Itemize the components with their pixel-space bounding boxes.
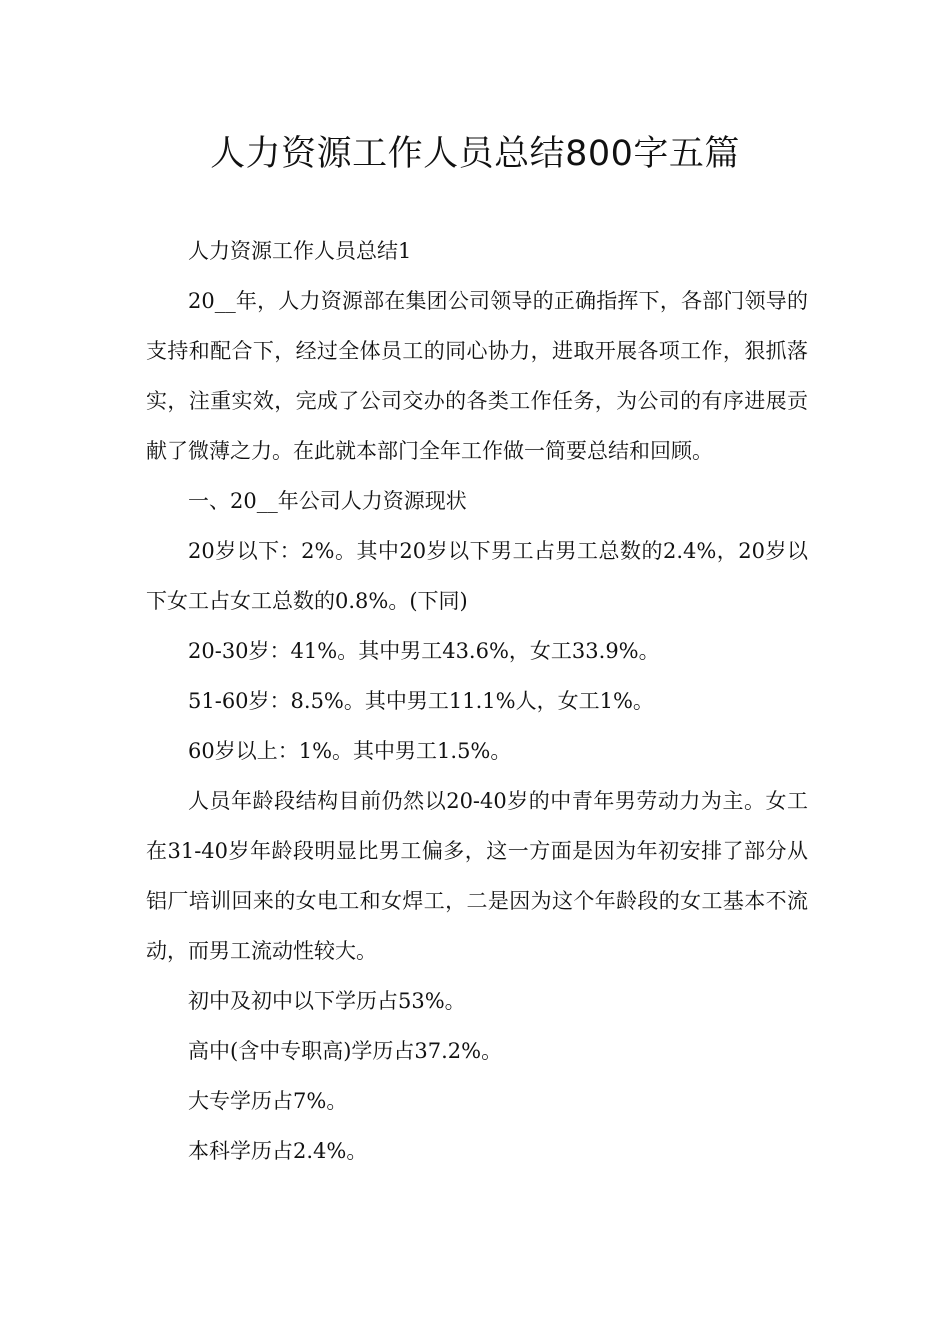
paragraph: 51-60岁：8.5%。其中男工11.1%人，女工1%。 xyxy=(188,689,654,713)
paragraph: 本科学历占2.4%。 xyxy=(188,1139,368,1163)
section-heading: 人力资源工作人员总结1 xyxy=(188,239,412,263)
paragraph: 20-30岁：41%。其中男工43.6%，女工33.9%。 xyxy=(188,639,660,663)
paragraph: 60岁以上：1%。其中男工1.5%。 xyxy=(188,739,512,763)
paragraph: 人员年龄段结构目前仍然以20-40岁的中青年男劳动力为主。女工在31-40岁年龄段明显比男工偏多，这一方面是因为年初安排了部分从铝厂培训回来的女电工和女焊工，二是因为这个年龄段的女工基本不流动，而男工流动性较大。 xyxy=(146,789,808,963)
paragraph: 20__年，人力资源部在集团公司领导的正确指挥下，各部门领导的支持和配合下，经过全体员工的同心协力，进取开展各项工作，狠抓落实，注重实效，完成了公司交办的各类工作任务，为公司的有序进展贡献了微薄之力。在此就本部门全年工作做一简要总结和回顾。 xyxy=(146,289,808,463)
document-body xyxy=(146,226,808,1176)
paragraph: 20岁以下：2%。其中20岁以下男工占男工总数的2.4%，20岁以下女工占女工总数的0.8%。(下同) xyxy=(146,539,808,613)
document-title: 人力资源工作人员总结800字五篇 xyxy=(210,134,740,174)
section-heading: 一、20__年公司人力资源现状 xyxy=(188,489,467,513)
paragraph: 初中及初中以下学历占53%。 xyxy=(188,989,466,1013)
paragraph: 大专学历占7%。 xyxy=(188,1089,348,1113)
paragraph: 高中(含中专职高)学历占37.2%。 xyxy=(188,1039,503,1063)
